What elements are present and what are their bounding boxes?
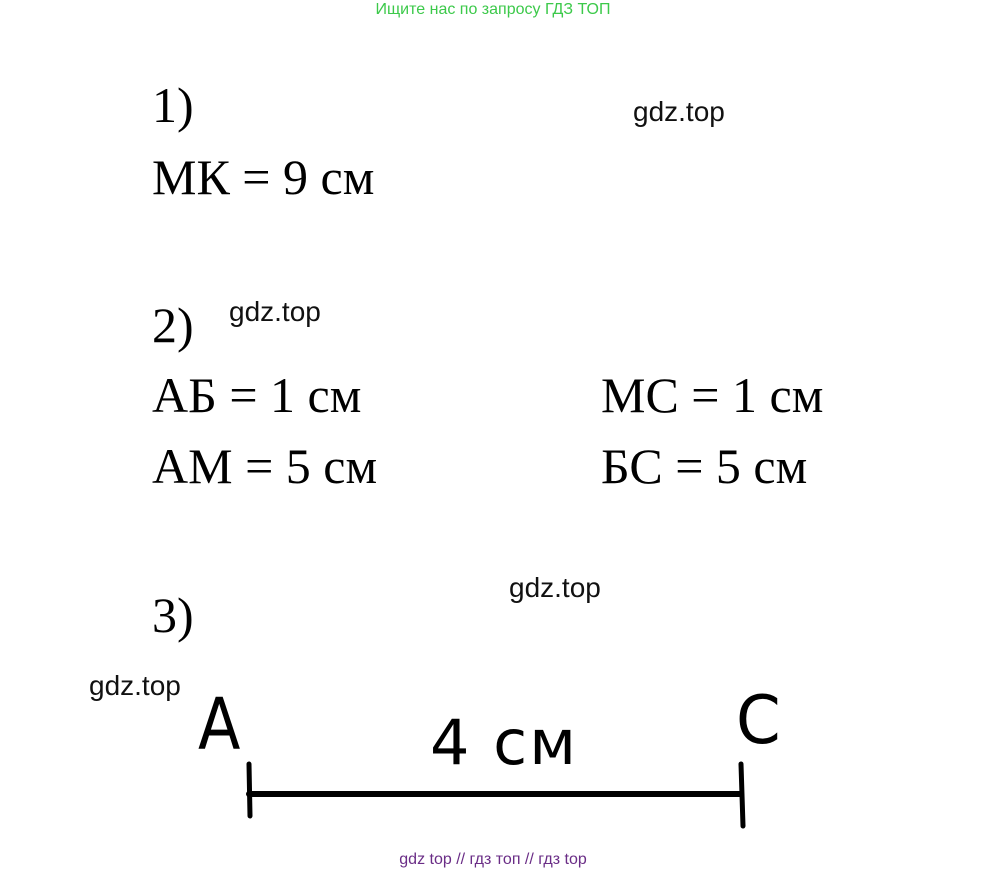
task-2-line-am: АМ = 5 см [152, 438, 378, 494]
task-2-line-mc: МС = 1 см [601, 367, 824, 423]
watermark: gdz.top [509, 572, 601, 603]
segment-end-label: C [736, 682, 781, 760]
task-2-number: 2) [152, 297, 194, 353]
watermark: gdz.top [633, 96, 725, 127]
watermark: gdz.top [229, 296, 321, 327]
segment-end-tick [741, 764, 743, 826]
search-banner: Ищите нас по запросу ГДЗ ТОП [375, 1, 611, 18]
task-1-number: 1) [152, 77, 194, 133]
segment-length-label: 4 см [430, 706, 579, 779]
task-2-line-ab: АБ = 1 см [152, 367, 362, 423]
task-2-line-bc: БС = 5 см [601, 438, 808, 494]
watermark: gdz.top [89, 670, 181, 701]
footer-watermark: gdz top // гдз топ // гдз top [399, 851, 587, 868]
task-1-line-mk: МК = 9 см [152, 149, 375, 205]
segment-start-tick [249, 764, 250, 816]
task-3-number: 3) [152, 587, 194, 643]
segment-start-label: A [198, 682, 241, 767]
